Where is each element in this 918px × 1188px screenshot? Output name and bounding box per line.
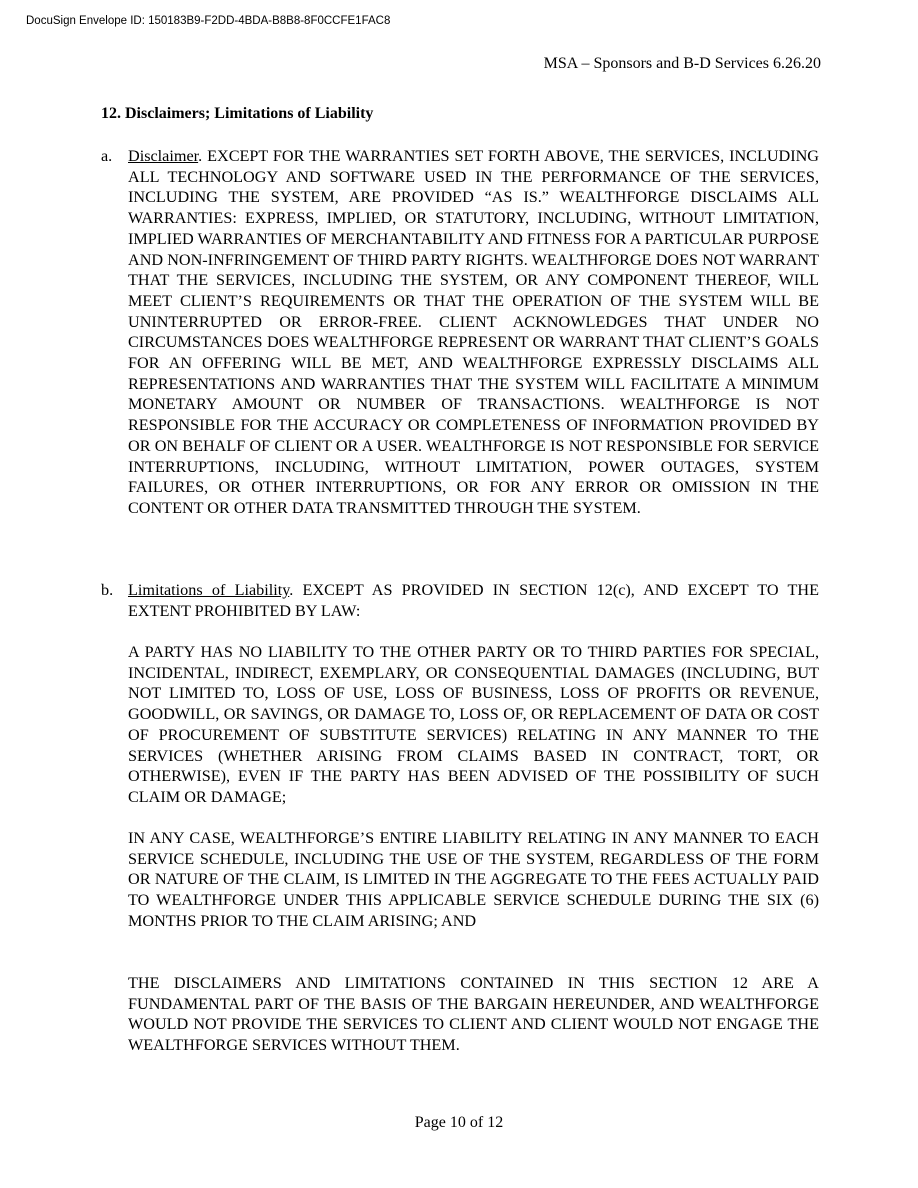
limitations-paragraph-entire-liability: IN ANY CASE, WEALTHFORGE’S ENTIRE LIABILITY RELATING IN ANY MANNER TO EACH SERVICE SCHEDULE, INCLUDING THE USE OF THE SYSTEM, REGARDLESS OF THE FORM OR NATURE OF THE CLAIM, IS LIMITED IN THE AGGREGATE TO THE FEES ACTUALLY PAID TO WEALTHFORGE UNDER THIS APPLICABLE SERVICE SCHEDULE DURING THE SIX (6) MONTHS PRIOR TO THE CLAIM ARISING; AND bbox=[128, 829, 819, 930]
limitations-intro-text: . EXCEPT AS PROVIDED IN SECTION 12(c), AND EXCEPT TO THE EXTENT PROHIBITED BY LAW: bbox=[128, 581, 819, 620]
page-number: Page 10 of 12 bbox=[414, 1114, 504, 1131]
defined-term-limitations-of-liability: Limitations of Liability bbox=[128, 581, 290, 599]
document-header-title: MSA – Sponsors and B-D Services 6.26.20 bbox=[543, 55, 821, 72]
limitations-paragraph-consequential-damages: A PARTY HAS NO LIABILITY TO THE OTHER PARTY OR TO THIRD PARTIES FOR SPECIAL, INCIDENTAL, INDIRECT, EXEMPLARY, OR CONSEQUENTIAL DAMAGES (INCLUDING, BUT NOT LIMITED TO, LOSS OF USE, LOSS OF BUSINESS, LOSS OF PROFITS OR REVENUE, GOODWILL, OR SAVINGS, OR DAMAGE TO, LOSS OF, OR REPLACEMENT OF DATA OR COST OF PROCUREMENT OF SUBSTITUTE SERVICES) RELATING IN ANY MANNER TO THE SERVICES (WHETHER ARISING FROM CLAIMS BASED IN CONTRACT, TORT, OR OTHERWISE), EVEN IF THE PARTY HAS BEEN ADVISED OF THE POSSIBILITY OF SUCH CLAIM OR DAMAGE; bbox=[128, 643, 819, 806]
defined-term-disclaimer: Disclaimer bbox=[128, 147, 199, 165]
docusign-envelope-id: DocuSign Envelope ID: 150183B9-F2DD-4BDA-B8B8-8F0CCFE1FAC8 bbox=[26, 15, 391, 27]
list-item-marker: b. bbox=[101, 581, 114, 599]
section-title: 12. Disclaimers; Limitations of Liability bbox=[101, 105, 374, 122]
disclaimer-text: . EXCEPT FOR THE WARRANTIES SET FORTH ABOVE, THE SERVICES, INCLUDING ALL TECHNOLOGY AND SOFTWARE USED IN THE PERFORMANCE OF THE SERVICES, INCLUDING THE SYSTEM, ARE PROVIDED “AS IS.” WEALTHFORGE DISCLAIMS ALL WARRANTIES: EXPRESS, IMPLIED, OR STATUTORY, INCLUDING, WITHOUT LIMITATION, IMPLIED WARRANTIES OF MERCHANTABILITY AND FITNESS FOR A PARTICULAR PURPOSE AND NON-INFRINGEMENT OF THIRD PARTY RIGHTS. WEALTHFORGE DOES NOT WARRANT THAT THE SERVICES, INCLUDING THE SYSTEM, OR ANY COMPONENT THEREOF, WILL MEET CLIENT’S REQUIREMENTS OR THAT THE OPERATION OF THE SYSTEM WILL BE UNINTERRUPTED OR ERROR-FREE. CLIENT ACKNOWLEDGES THAT UNDER NO CIRCUMSTANCES DOES WEALTHFORGE REPRESENT OR WARRANT THAT CLIENT’S GOALS FOR AN OFFERING WILL BE MET, AND WEALTHFORGE EXPRESSLY DISCLAIMS ALL REPRESENTATIONS AND WARRANTIES THAT THE SYSTEM WILL FACILITATE A MINIMUM MONETARY AMOUNT OR NUMBER OF TRANSACTIONS. WEALTHFORGE IS NOT RESPONSIBLE FOR THE ACCURACY OR COMPLETENESS OF INFORMATION PROVIDED BY OR ON BEHALF OF CLIENT OR A USER. WEALTHFORGE IS NOT RESPONSIBLE FOR SERVICE INTERRUPTIONS, INCLUDING, WITHOUT LIMITATION, POWER OUTAGES, SYSTEM FAILURES, OR OTHER INTERRUPTIONS, OR FOR ANY ERROR OR OMISSION IN THE CONTENT OR OTHER DATA TRANSMITTED THROUGH THE SYSTEM. bbox=[128, 147, 819, 517]
list-item-marker: a. bbox=[101, 147, 113, 165]
list-item-limitations-of-liability bbox=[101, 580, 819, 621]
list-item-disclaimer bbox=[101, 146, 819, 519]
list-item-body bbox=[128, 146, 819, 519]
list-item-body bbox=[128, 580, 819, 621]
limitations-paragraph-basis-of-bargain: THE DISCLAIMERS AND LIMITATIONS CONTAINED IN THIS SECTION 12 ARE A FUNDAMENTAL PART OF THE BASIS OF THE BARGAIN HEREUNDER, AND WEALTHFORGE WOULD NOT PROVIDE THE SERVICES TO CLIENT AND CLIENT WOULD NOT ENGAGE THE WEALTHFORGE SERVICES WITHOUT THEM. bbox=[128, 974, 819, 1055]
